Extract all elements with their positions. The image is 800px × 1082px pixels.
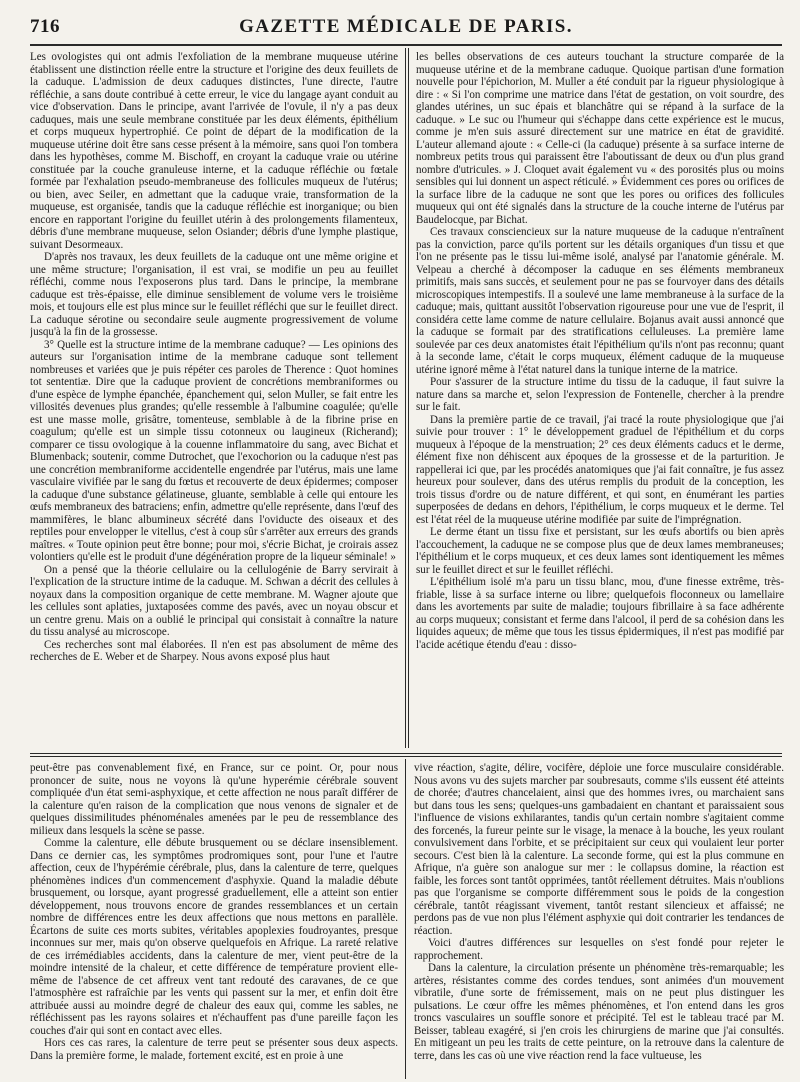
paragraph: Ces travaux consciencieux sur la nature muqueuse de la caduque n'entraînent pas la conviction, parce qu'ils portent sur les détails organiques d'un tissu et que l'on ne présente pas le tissu lui-même isolé, analysé par l'anatomie générale. M. Velpeau a cherché à décomposer la caduque en ses éléments membraneux primitifs, mais sans succès, et seulement pour ne pas se fourvoyer dans des détails microscopiques intempestifs. Il a soulevé une lame membraneuse à la surface de la caduque; mais, quittant aussitôt l'observation rigoureuse pour une vue de l'esprit, il considéra cette lame comme de nature cellulaire. Bojanus avait aussi annoncé que la caduque se formait par des stratifications celluleuses. La première lame soulevée par ces deux anatomistes était l'épithélium qu'ils n'ont pas reconnu; quant à la seconde lame, c'était le corps muqueux, élément caduque de la muqueuse utérine ignoré même à l'état naturel dans la tunique interne de la matrice. — [416, 226, 784, 376]
paragraph: Hors ces cas rares, la calenture de terre peut se présenter sous deux aspects. Dans la première forme, le malade, fortement excité, est en proie à une — [30, 1037, 398, 1062]
paragraph: peut-être pas convenablement fixé, en France, sur ce point. Or, pour nous prononcer de suite, nous ne voyons là qu'une hyperémie cérébrale souvent compliquée d'un état semi-asphyxique, et cette affection ne nous paraît différer de la calenture qu'en raison de la complication que nous venons de signaler et de quelques dissimilitudes phénoménales amenées par le peu de ressemblance des milieux dans lesquels la scène se passe. — [30, 762, 398, 837]
paragraph: Les ovologistes qui ont admis l'exfoliation de la membrane muqueuse utérine établissent une distinction réelle entre la structure et l'origine des deux feuillets de la caduque. L'admission de deux caduques distinctes, l'une directe, l'autre réfléchie, a sans doute contribué à cette erreur, le vice du langage ayant conduit au vice d'observation. Dans le principe, avant l'arrivée de l'ovule, il n'y a pas deux caduques, mais une seule membrane constituée par les deux éléments, épithélium et corps muqueux hypertrophié. Ce point de départ de la modification de la muqueuse utérine doit être sans cesse présent à la mémoire, sans quoi l'on tombera dans les hypothèses, comme M. Bischoff, en croyant la caduque vraie ou utérine constituée par la couche granuleuse interne, et la caduque réfléchie ou fœtale formée par l'exhalation pseudo-membraneuse des follicules muqueux de l'utérus; ou bien, avec Seiler, en admettant que la caduque vraie, transformation de la muqueuse, est organisée, tandis que la caduque réfléchie est inorganique; ou bien encore en rapportant l'origine du feuillet utérin à des prolongements filamenteux, débris d'une membrane muqueuse, selon Osiander; débris d'une lymphe plastique, suivant Desormeaux. — [30, 51, 398, 251]
paragraph: Dans la première partie de ce travail, j'ai tracé la route physiologique que j'ai suivie pour trouver : 1° le développement graduel de l'épithélium et du corps muqueux à l'époque de la menstruation; 2° ces deux éléments caducs et le derme, élément fixe non déhiscent aux époques de la grossesse et de la parturition. Je rappellerai ici que, par les procédés anatomiques que j'ai fait connaître, je fus assez heureux pour soulever, dans des utérus remplis du produit de la conception, les trois tissus d'ordre ou de nature différent, et qui sont, en énumérant les parties superposées de dedans en dehors, l'épithélium, le corps muqueux et le derme. Tel est l'état réel de la muqueuse utérine modifiée par suite de l'imprégnation. — [416, 413, 784, 526]
header-rule — [30, 44, 782, 46]
paragraph: 3° Quelle est la structure intime de la membrane caduque? — Les opinions des auteurs sur l'organisation intime de la membrane caduque sont tellement nombreuses et variées que je puis répéter ces paroles de Therence : Quot homines tot sententiæ. Dire que la caduque provient de concrétions membraniformes ou d'une espèce de lymphe épanchée, épanchement qui, selon Muller, se fait entre les villosités devenues plus grandes; qu'elle ressemble à l'albumine coagulée; qu'elle est une masse molle, grisâtre, tomenteuse, semblable à de la fibrine prise en coagulum; qu'elle est un simple tissu cotonneux ou laugineux (Richerand); comparer ce tissu ovologique à la couenne inflammatoire du sang, avec Bichat et Blumenback; soutenir, comme Dutrochet, que l'exochorion ou la caduque n'est pas une concrétion membraniforme accidentelle engendrée par l'utérus, mais une lame vasculaire vivifiée par le sang du fœtus et recouverte de deux épidermes; composer la caduque d'une substance gélatineuse, gluante, semblable à celle qui entoure les œufs membraneux des batraciens; enfin, admettre qu'elle représente, dans l'œuf des mammifères, le blanc albumineux sécrété dans l'oviducte des oiseaux et des reptiles pour envelopper le vitellus, c'est à coup sûr s'arrêter aux erreurs des grands maîtres. « Toute opinion peut être bonne; pour moi, s'écrie Bichat, je croirais assez volontiers qu'elle est le produit d'une dégénération propre de la liqueur séminale! » — [30, 338, 398, 563]
upper-left-column — [30, 51, 398, 749]
paragraph: vive réaction, s'agite, délire, vocifère, déploie une force musculaire considérable. Nous avons vu des sujets marcher par soubresauts, comme s'ils eussent été atteints de chorée; d'autres chancelaient, ainsi que des hommes ivres, ou marchaient sans but dans tous les sens; quelques-uns gambadaient en chantant et paraissaient sous l'influence de visions exhilarantes, tandis qu'un certain nombre s'agitaient comme des forcenés, la fureur peinte sur le visage, la menace à la bouche, les yeux roulant convulsivement dans l'orbite, et se précipitaient sur ceux qui voulaient leur porter secours. C'est bien là la calenture. La seconde forme, qui est la plus commune en Afrique, n'a guère son analogue sur mer : le collapsus domine, la réaction est faible, les forces sont tantôt opprimées, tantôt réellement détruites. Mais n'oublions pas que l'organisme se comporte différemment sous le poids de la congestion cérébrale, tantôt réagissant vivement, tantôt restant silencieux et affaissé; ne perdons pas de vue non plus l'élément asphyxie qui doit contrarier les tendances de réaction. — [414, 762, 784, 937]
upper-column-divider — [405, 48, 406, 748]
paragraph: Le derme étant un tissu fixe et persistant, sur les œufs abortifs ou bien après l'accouchement, la caduque ne se compose plus que de deux lames membraneuses; l'épithélium et le corps muqueux, et ces deux lames sont identiquement les mêmes sur le feuillet direct et sur le feuillet réfléchi. — [416, 526, 784, 576]
page-header — [30, 16, 782, 42]
lower-right-column — [414, 762, 784, 1078]
paragraph: Pour s'assurer de la structure intime du tissu de la caduque, il faut suivre la nature dans sa marche et, selon l'expression de Fontenelle, chercher à la prendre sur le fait. — [416, 376, 784, 413]
paragraph: L'épithélium isolé m'a paru un tissu blanc, mou, d'une finesse extrême, très-friable, lisse à sa surface interne ou libre; quelquefois floconneux ou lamellaire dans les avortements par suite de maladie; toujours fibrillaire à sa face adhérente au corps muqueux; consistant et ferme dans l'alcool, il perd de sa cohésion dans les liquides aqueux; de même que tous les tissus épidermiques, il n'est pas modifié par l'acide acétique étendu d'eau : disso- — [416, 576, 784, 651]
journal-title: GAZETTE MÉDICALE DE PARIS. — [239, 16, 573, 37]
upper-right-column — [416, 51, 784, 749]
section-rule-2 — [30, 756, 782, 757]
paragraph: les belles observations de ces auteurs touchant la structure comparée de la muqueuse utérine et de la membrane caduque. Quoique partisan d'une formation nouvelle pour l'épichorion, M. Muller a été conduit par la rigueur physiologique à dire : « Si l'on comprime une matrice dans l'état de gestation, on voit sourdre, des glandes utérines, un suc épais et blanchâtre qui se répand à la surface de la caduque. » Le suc ou l'humeur qui s'échappe dans cette expérience est le mucus, comme je m'en suis assuré directement sur une matrice en état de gravidité. L'auteur allemand ajoute : « Celle-ci (la caduque) présente à sa surface interne de nombreux petits trous qui paraissent être l'aboutissant de deux ou d'un plus grand nombre d'utricules. » J. Cloquet avait également vu « des porosités plus ou moins sensibles qui lui donnent un aspect réticulé. » Évidemment ces pores ou orifices de la surface libre de la caduque ne sont que les pores ou orifices des follicules muqueux qui ont été signalés dans la structure de la couche interne de l'utérus par Baudelocque, par Bichat. — [416, 51, 784, 226]
upper-column-divider-2 — [408, 48, 409, 748]
lower-column-divider — [405, 759, 406, 1079]
paragraph: D'après nos travaux, les deux feuillets de la caduque ont une même origine et une même structure; l'organisation, il est vrai, se modifie un peu au feuillet réfléchi, comme nous l'exposerons plus tard. Dans le principe, la membrane caduque est très-épaisse, elle diminue sensiblement de volume vers le troisième mois, et toujours elle est plus mince sur le feuillet réfléchi que sur le feuillet direct. La caduque sérotine ou secondaire seule augmente progressivement de volume jusqu'à la fin de la grossesse. — [30, 251, 398, 338]
paragraph: On a pensé que la théorie cellulaire ou la cellulogénie de Barry servirait à l'explication de la structure intime de la caduque. M. Schwan a décrit des cellules à noyaux dans la composition organique de cette membrane. M. Wagner ajoute que les cellules sont aplaties, juxtaposées comme des pavés, avec un noyau obscur et un centre grenu. Mais on a oublié le principal qui consistait à connaître la nature du tissu analysé au microscope. — [30, 563, 398, 638]
paragraph: Ces recherches sont mal élaborées. Il n'en est pas absolument de même des recherches de E. Weber et de Sharpey. Nous avons exposé plus haut — [30, 638, 398, 663]
lower-left-column — [30, 762, 398, 1078]
paragraph: Voici d'autres différences sur lesquelles on s'est fondé pour rejeter le rapprochement. — [414, 937, 784, 962]
paragraph: Comme la calenture, elle débute brusquement ou se déclare insensiblement. Dans ce dernier cas, les symptômes prodromiques sont, pour l'une et l'autre affection, ceux de l'hypérémie cérébrale, plus, dans la calenture de terre, quelques phénomènes indices d'un commencement d'asphyxie. Quand la maladie débute brusquement, ou lorsque, ayant progressé graduellement, elle a atteint son entier développement, nous trouvons encore de grandes ressemblances et un certain nombre de différences entre les deux affections que nous mettons en parallèle. Écartons de suite ces morts subites, véritables apoplexies foudroyantes, presque inconnues sur mer, mais qu'on observe quelquefois en Afrique. La rareté relative de ces irrémédiables accidents, dans la calenture de mer, vient peut-être de la moindre intensité de la chaleur, et cette différence de température provient elle-même de l'absence de cet affreux vent tant redouté des caravanes, de ce que l'atmosphère est rafraîchie par les vents qui passent sur la mer, et enfin doit être attribuée aussi au moindre degré de chaleur des eaux qui, comme les sables, ne réfléchissent pas les rayons solaires et n'échauffent pas d'une pareille façon les couches d'air qui sont en contact avec elles. — [30, 837, 398, 1037]
paragraph: Dans la calenture, la circulation présente un phénomène très-remarquable; les artères, résistantes comme des cordes tendues, sont animées d'un mouvement vibratile, d'une sorte de frémissement, mais on ne peut plus distinguer les pulsations. Le cœur offre les mêmes phénomènes, et l'on entend dans les gros troncs vasculaires un souffle sonore et précipité. Tel est le tableau tracé par M. Beisser, tableau exagéré, si j'en crois les chirurgiens de marine que j'ai consultés. En mitigeant un peu les traits de cette peinture, on la retrouve dans la calenture de terre, dans les cas où une vive réaction rend la face vultueuse, les — [414, 962, 784, 1062]
section-rule — [30, 753, 782, 754]
page-number: 716 — [30, 16, 60, 37]
